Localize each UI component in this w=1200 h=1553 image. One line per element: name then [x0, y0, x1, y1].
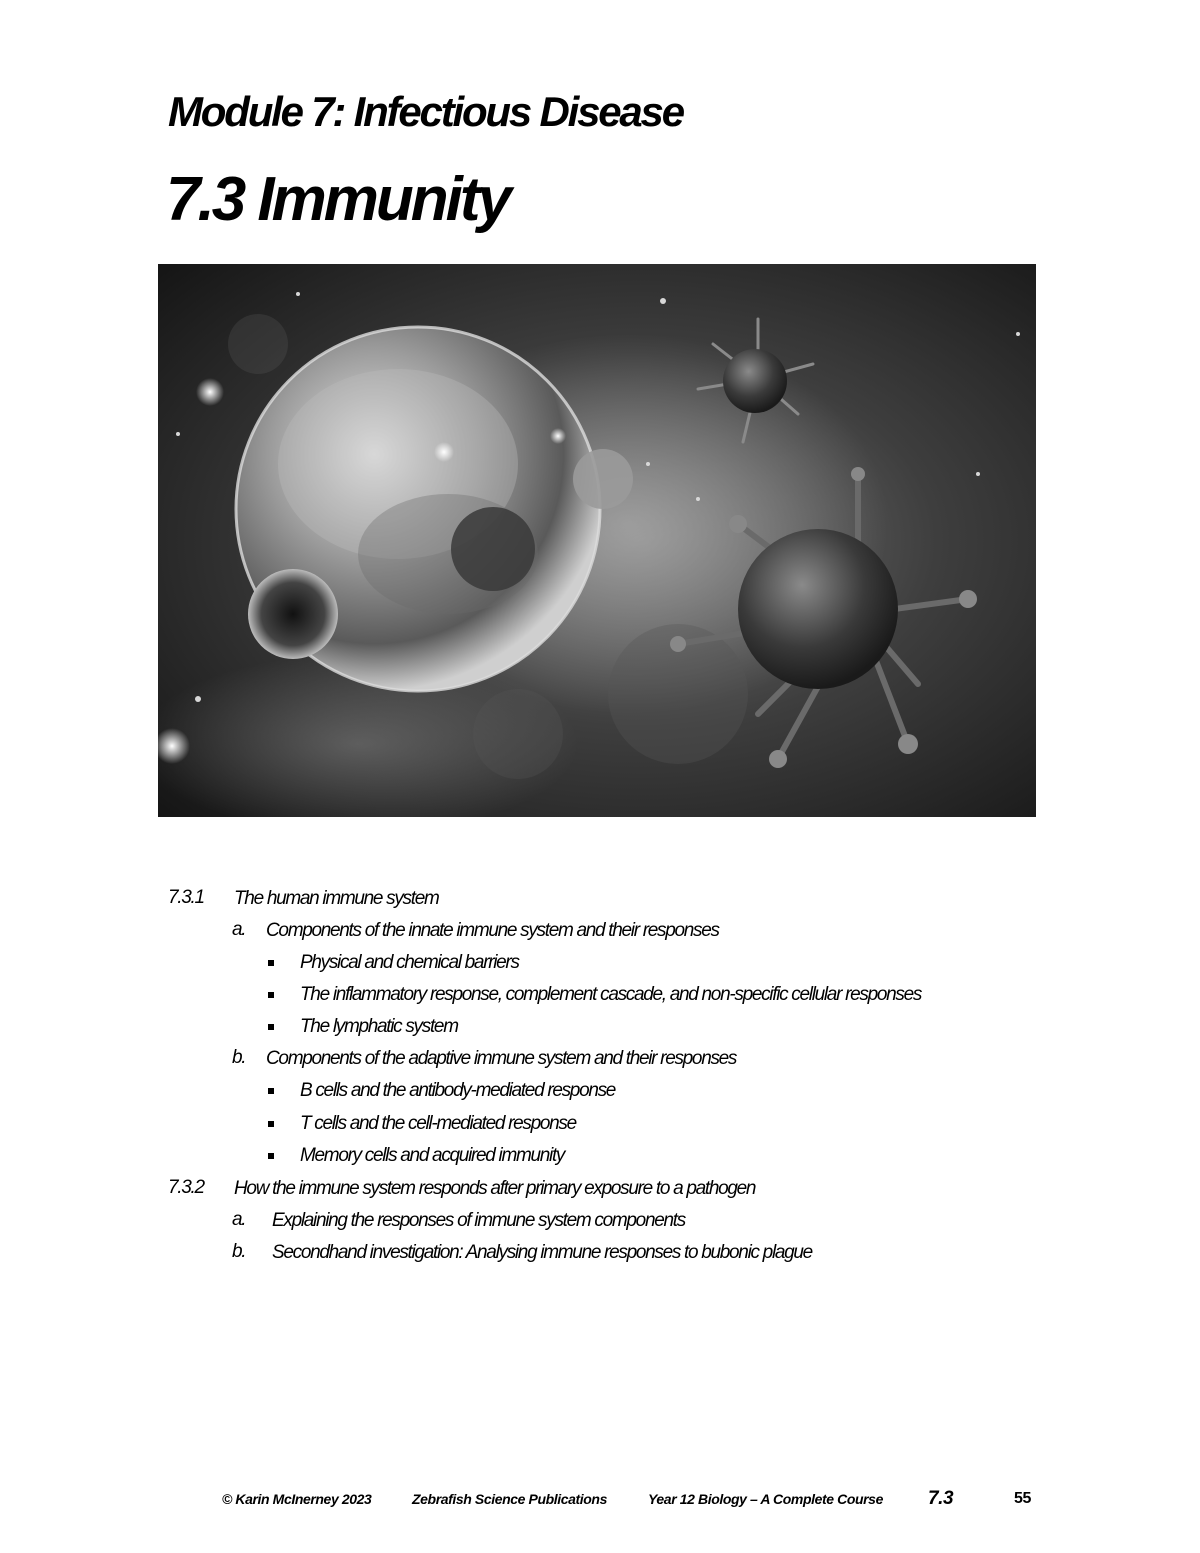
outline-bullet-inflammatory: The inflammatory response, complement cascade, and non-specific cellular responses [300, 984, 922, 1005]
footer-copyright: © Karin McInerney 2023 [222, 1491, 372, 1507]
outline-item-bubonic-plague: Secondhand investigation: Analysing immune responses to bubonic plague [272, 1242, 812, 1263]
outline-item-innate: Components of the innate immune system and their responses [266, 920, 719, 941]
outline-bullet-memory-cells: Memory cells and acquired immunity [300, 1145, 565, 1166]
bullet-icon [268, 1088, 274, 1094]
outline-bullet-b-cells: B cells and the antibody-mediated response [300, 1080, 616, 1101]
outline-label-b: b. [232, 1241, 246, 1262]
outline-heading-primary-exposure: How the immune system responds after primary exposure to a pathogen [234, 1178, 756, 1199]
outline-label-a: a. [232, 1209, 246, 1230]
page-footer [0, 1488, 1200, 1517]
bullet-icon [268, 1153, 274, 1159]
page-number: 55 [1014, 1490, 1031, 1507]
footer-course: Year 12 Biology – A Complete Course [648, 1491, 883, 1507]
outline-number-7-3-2: 7.3.2 [168, 1177, 204, 1198]
bullet-icon [268, 1024, 274, 1030]
virus-attacking-cell-image [158, 264, 1036, 817]
footer-section: 7.3 [928, 1488, 954, 1509]
section-title: 7.3 Immunity [166, 165, 509, 234]
outline-label-a: a. [232, 919, 246, 940]
bullet-icon [268, 992, 274, 998]
outline-item-adaptive: Components of the adaptive immune system and their responses [266, 1048, 737, 1069]
outline-bullet-barriers: Physical and chemical barriers [300, 952, 519, 973]
bullet-icon [268, 1121, 274, 1127]
bullet-icon [268, 960, 274, 966]
module-title: Module 7: Infectious Disease [168, 88, 683, 135]
outline-bullet-lymphatic: The lymphatic system [300, 1016, 458, 1037]
outline-heading-immune-system: The human immune system [234, 888, 439, 909]
footer-publisher: Zebrafish Science Publications [412, 1491, 607, 1507]
outline-label-b: b. [232, 1047, 246, 1068]
outline-bullet-t-cells: T cells and the cell-mediated response [300, 1113, 576, 1134]
outline-number-7-3-1: 7.3.1 [168, 887, 204, 908]
outline-item-explaining-responses: Explaining the responses of immune system components [272, 1210, 685, 1231]
